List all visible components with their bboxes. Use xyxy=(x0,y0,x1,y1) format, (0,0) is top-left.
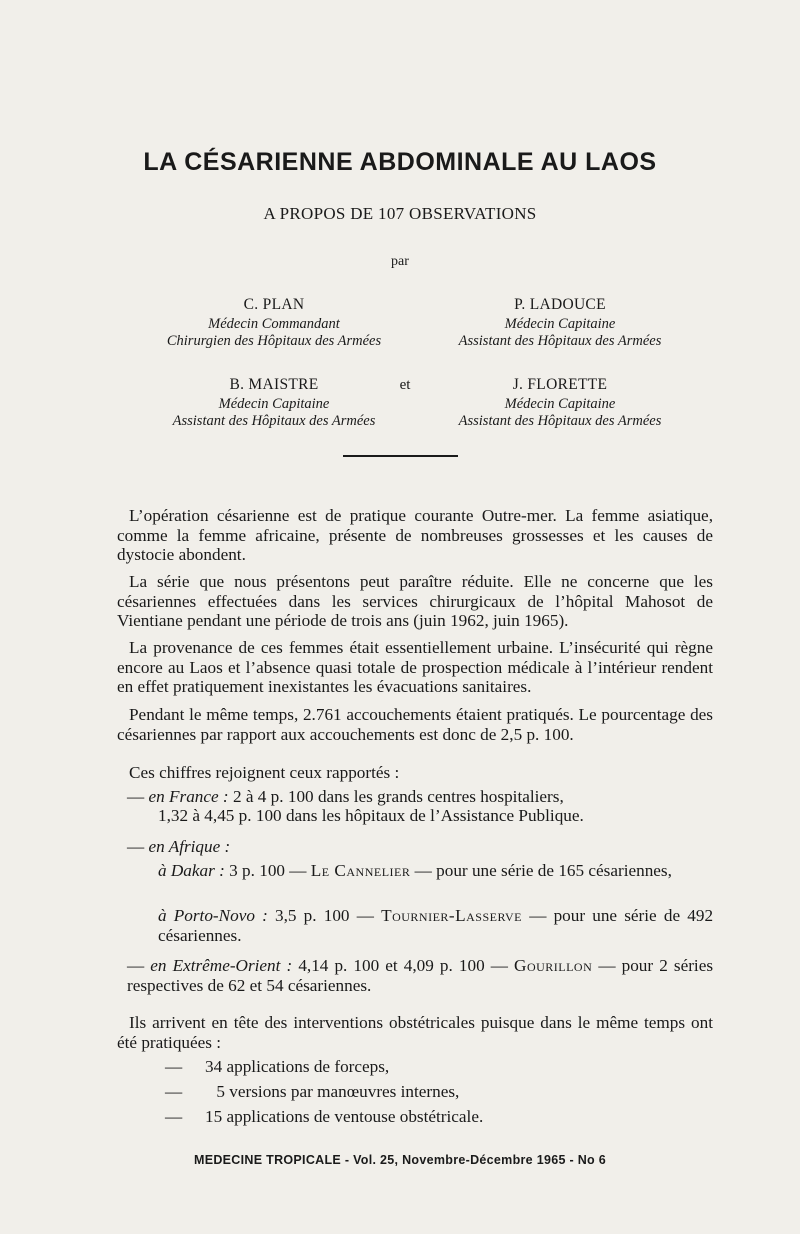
list-item xyxy=(165,1057,389,1077)
author-name: B. MAISTRE xyxy=(229,376,319,393)
author-rank: Médecin Commandant xyxy=(208,316,340,332)
city-label: à Porto-Novo : xyxy=(158,906,268,925)
cited-author: Tournier-Lasserve xyxy=(381,906,523,925)
item-text: applications de ventouse obstétricale. xyxy=(226,1107,484,1126)
paragraph: La série que nous présentons peut paraître réduite. Elle ne concerne que les césariennes effectuées dans les services chirurgicaux de l’hôpital Mahosot de Vientiane pendant une période de trois ans (juin 1962, juin 1965). xyxy=(117,572,713,630)
dash: — xyxy=(165,1107,183,1126)
list-item-afrique xyxy=(127,837,713,857)
item-text: — pour 2 séries respectives de 62 et 54 césariennes. xyxy=(127,956,714,995)
author-block xyxy=(410,376,710,430)
article-subtitle: A PROPOS DE 107 OBSERVATIONS xyxy=(263,204,537,223)
author-block xyxy=(124,376,424,430)
item-continuation: 1,32 à 4,45 p. 100 dans les hôpitaux de l’Assistance Publique. xyxy=(158,806,584,825)
dash: — xyxy=(165,1082,183,1101)
dash: — xyxy=(127,787,145,806)
dash: — xyxy=(127,837,145,856)
author-rank: Médecin Capitaine xyxy=(504,396,616,412)
list-item xyxy=(165,1107,483,1127)
item-text: — pour une série de 492 césariennes. xyxy=(158,906,714,945)
journal-footer: MEDECINE TROPICALE - Vol. 25, Novembre-Décembre 1965 - No 6 xyxy=(193,1153,607,1167)
list-item xyxy=(165,1082,459,1102)
dash: — xyxy=(127,956,145,975)
author-title: Assistant des Hôpitaux des Armées xyxy=(458,333,662,349)
item-count: 5 xyxy=(216,1082,225,1101)
region-label: en Afrique : xyxy=(148,837,231,856)
author-name: J. FLORETTE xyxy=(512,376,608,393)
item-text: — pour une série de 165 césariennes, xyxy=(414,861,672,880)
city-label: à Dakar : xyxy=(158,861,225,880)
list-item-france xyxy=(127,787,713,807)
paragraph: La provenance de ces femmes était essentiellement urbaine. L’insécurité qui règne encore au Laos et l’absence quasi totale de prospection médicale à l’intérieur rendent en effet pratiquement inexistantes les évacuations sanitaires. xyxy=(117,638,713,696)
cited-author: Gourillon xyxy=(514,956,593,975)
item-text: 4,14 p. 100 et 4,09 p. 100 — xyxy=(298,956,508,975)
paragraph: Ces chiffres rejoignent ceux rapportés : xyxy=(129,763,400,782)
separator-rule xyxy=(343,455,458,457)
item-text: versions par manœuvres internes, xyxy=(229,1082,460,1101)
by-label: par xyxy=(391,254,409,269)
item-text: 2 à 4 p. 100 dans les grands centres hospitaliers, xyxy=(232,787,564,806)
dash: — xyxy=(165,1057,183,1076)
author-rank: Médecin Capitaine xyxy=(504,316,616,332)
author-block xyxy=(410,296,710,350)
author-name: P. LADOUCE xyxy=(514,296,606,313)
sub-item-dakar xyxy=(158,861,713,881)
and-label: et xyxy=(399,377,411,393)
item-text: 3 p. 100 — xyxy=(229,861,307,880)
paragraph: Ils arrivent en tête des interventions obstétricales puisque dans le même temps ont été pratiquées : xyxy=(117,1013,713,1052)
cited-author: Le Cannelier xyxy=(310,861,411,880)
author-block xyxy=(124,296,424,350)
author-title: Assistant des Hôpitaux des Armées xyxy=(458,413,662,429)
region-label: en Extrême-Orient : xyxy=(150,956,293,975)
paragraph: Pendant le même temps, 2.761 accouchements étaient pratiqués. Le pourcentage des césariennes par rapport aux accouchements est donc de 2,5 p. 100. xyxy=(117,705,713,744)
sub-item-porto-novo xyxy=(158,906,713,945)
list-item-extreme-orient xyxy=(127,956,713,995)
paragraph: L’opération césarienne est de pratique courante Outre-mer. La femme asiatique, comme la femme africaine, présente de nombreuses grossesses et les causes de dystocie abondent. xyxy=(117,506,713,564)
article-title: LA CÉSARIENNE ABDOMINALE AU LAOS xyxy=(143,148,657,176)
region-label: en France : xyxy=(148,787,229,806)
item-text: applications de forceps, xyxy=(226,1057,390,1076)
author-title: Assistant des Hôpitaux des Armées xyxy=(172,413,376,429)
author-name: C. PLAN xyxy=(243,296,305,313)
item-text: 3,5 p. 100 — xyxy=(275,906,374,925)
author-title: Chirurgien des Hôpitaux des Armées xyxy=(166,333,382,349)
item-count: 15 xyxy=(205,1107,223,1126)
item-count: 34 xyxy=(205,1057,223,1076)
author-rank: Médecin Capitaine xyxy=(218,396,330,412)
